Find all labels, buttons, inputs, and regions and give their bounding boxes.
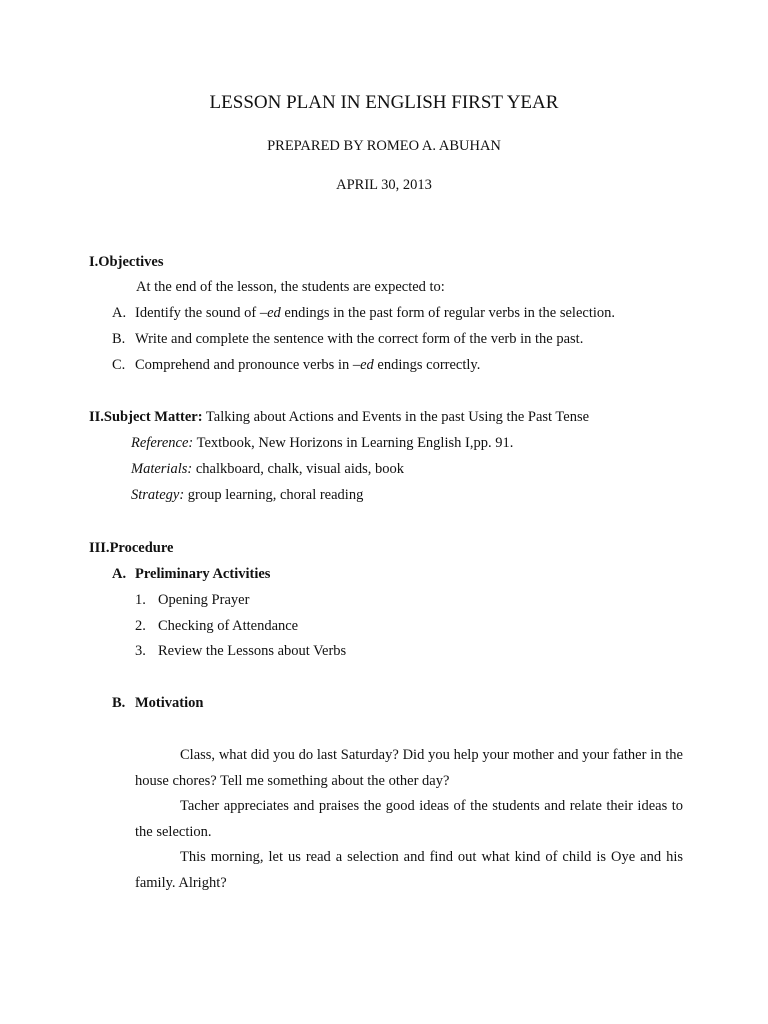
objective-item (112, 355, 481, 375)
item-letter: C. (112, 357, 126, 373)
section-numeral: I. (89, 254, 99, 270)
section-heading: Objectives (98, 254, 164, 270)
item-text: Write and complete the sentence with the correct form of the verb in the past. (135, 331, 584, 347)
prepared-by: PREPARED BY ROMEO A. ABUHAN (267, 138, 501, 154)
paragraph: This morning, let us read a selection and find out what kind of child is Oye and his family. Alright? (135, 849, 683, 891)
motivation-heading: B. Motivation (112, 695, 204, 711)
subject-matter (89, 407, 589, 427)
preliminary-heading: A. Preliminary Activities (112, 566, 271, 582)
objective-item (112, 303, 615, 323)
reference-field: Reference: Textbook, New Horizons in Learning English I,pp. 91. (131, 435, 514, 451)
objectives-heading (89, 252, 164, 272)
paragraph: Class, what did you do last Saturday? Did you help your mother and your father in the house chores? Tell me something about the other day? (135, 747, 683, 789)
item-letter: A. (112, 305, 127, 321)
paragraph: Tacher appreciates and praises the good ideas of the students and relate their ideas to the selection. (135, 798, 683, 840)
item-letter: B. (112, 331, 126, 347)
document-date: APRIL 30, 2013 (336, 177, 432, 193)
item-text: Comprehend and pronounce verbs in –ed endings correctly. (135, 357, 481, 373)
objectives-intro: At the end of the lesson, the students are expected to: (136, 279, 445, 295)
section-numeral: II. (89, 409, 104, 425)
subject-text: Talking about Actions and Events in the past Using the Past Tense (202, 409, 590, 425)
procedure-heading: III.Procedure (89, 540, 174, 556)
materials-field: Materials: chalkboard, chalk, visual aids, book (131, 461, 405, 477)
preliminary-item: 2. Checking of Attendance (135, 618, 299, 634)
strategy-field: Strategy: group learning, choral reading (131, 487, 364, 503)
document-title: LESSON PLAN IN ENGLISH FIRST YEAR (209, 92, 559, 113)
preliminary-item: 3. Review the Lessons about Verbs (135, 643, 347, 659)
motivation-body (135, 743, 683, 897)
item-text: Identify the sound of –ed endings in the past form of regular verbs in the selection. (135, 305, 615, 321)
preliminary-item: 1. Opening Prayer (135, 592, 250, 608)
section-heading: Subject Matter: (103, 409, 203, 425)
objective-item (112, 329, 584, 349)
